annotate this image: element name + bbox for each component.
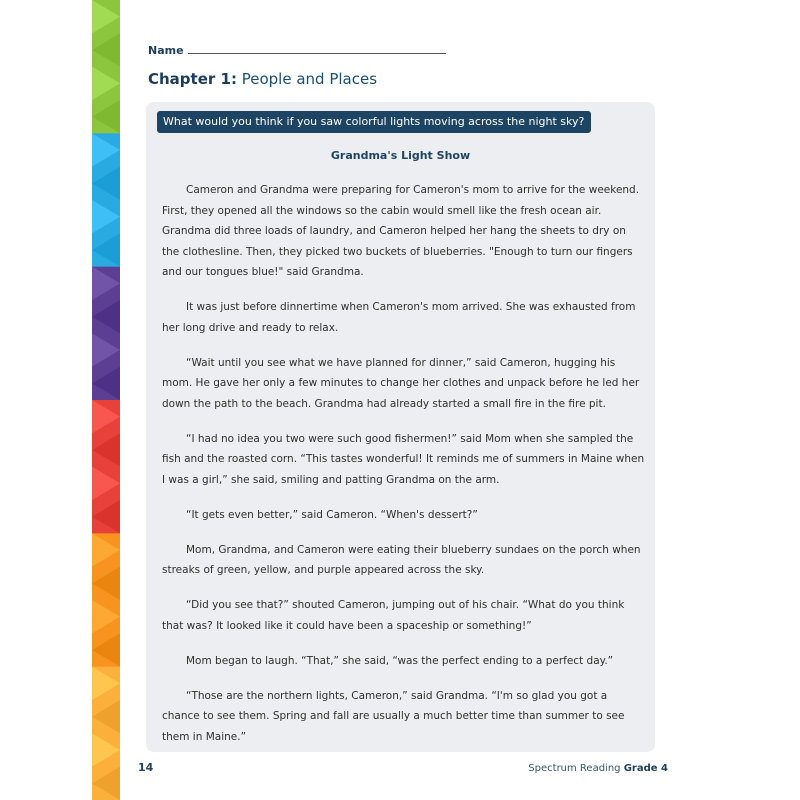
story-paragraph: “I had no idea you two were such good fishermen!” said Mom when she sampled the fish and the roasted corn. “This tastes wonderful! It reminds me of summers in Maine when I was a girl,” she said, smiling and patting Grandma on the arm. [162, 432, 645, 486]
name-underline[interactable] [188, 43, 446, 54]
story-paragraph: It was just before dinnertime when Cameron's mom arrived. She was exhausted from her long drive and ready to relax. [162, 301, 636, 334]
chapter-title: People and Places [241, 70, 378, 88]
grade-level: Grade 4 [623, 763, 668, 774]
color-strip-graphic [92, 0, 120, 800]
story-paragraph: “Did you see that?” shouted Cameron, jumping out of his chair. “What do you think that was? It looked like it could have been a spaceship or something!” [162, 599, 625, 632]
story-paragraph: “Those are the northern lights, Cameron,” said Grandma. “I'm so glad you got a chance to see them. Spring and fall are usually a much better time than summer to see them in Maine.” [162, 689, 625, 743]
page-number: 14 [138, 761, 154, 774]
story-paragraph: “It gets even better,” said Cameron. “When's dessert?” [186, 508, 478, 521]
chapter-heading [148, 70, 377, 88]
story-title: Grandma's Light Show [330, 149, 471, 162]
story-paragraph: Cameron and Grandma were preparing for Cameron's mom to arrive for the weekend. First, they opened all the windows so the cabin would smell like the fresh ocean air. Grandma did three loads of laundry, and Cameron helped her hang the sheets to dry on the clothesline. Then, they picked two buckets of blueberries. "Enough to turn our fingers and our tongues blue!" said Grandma. [162, 184, 640, 278]
story-paragraph: Mom, Grandma, and Cameron were eating their blueberry sundaes on the porch when streaks of green, yellow, and purple appeared across the sky. [162, 543, 641, 576]
story-paragraph: Mom began to laugh. “That,” she said, “was the perfect ending to a perfect day.” [186, 654, 614, 667]
series-name: Spectrum Reading [528, 763, 621, 774]
story-paragraph: “Wait until you see what we have planned for dinner,” said Cameron, hugging his mom. He gave her only a few minutes to change her clothes and unpack before he led her down the path to the beach. Grandma had already started a small fire in the fire pit. [162, 356, 640, 410]
name-field [148, 43, 446, 57]
footer-credit [528, 763, 668, 774]
decorative-color-strip [92, 0, 120, 800]
prompt-question: What would you think if you saw colorful lights moving across the night sky? [157, 111, 591, 133]
story-text [162, 180, 646, 762]
name-label: Name [148, 44, 184, 57]
chapter-number: Chapter 1: [148, 70, 237, 88]
